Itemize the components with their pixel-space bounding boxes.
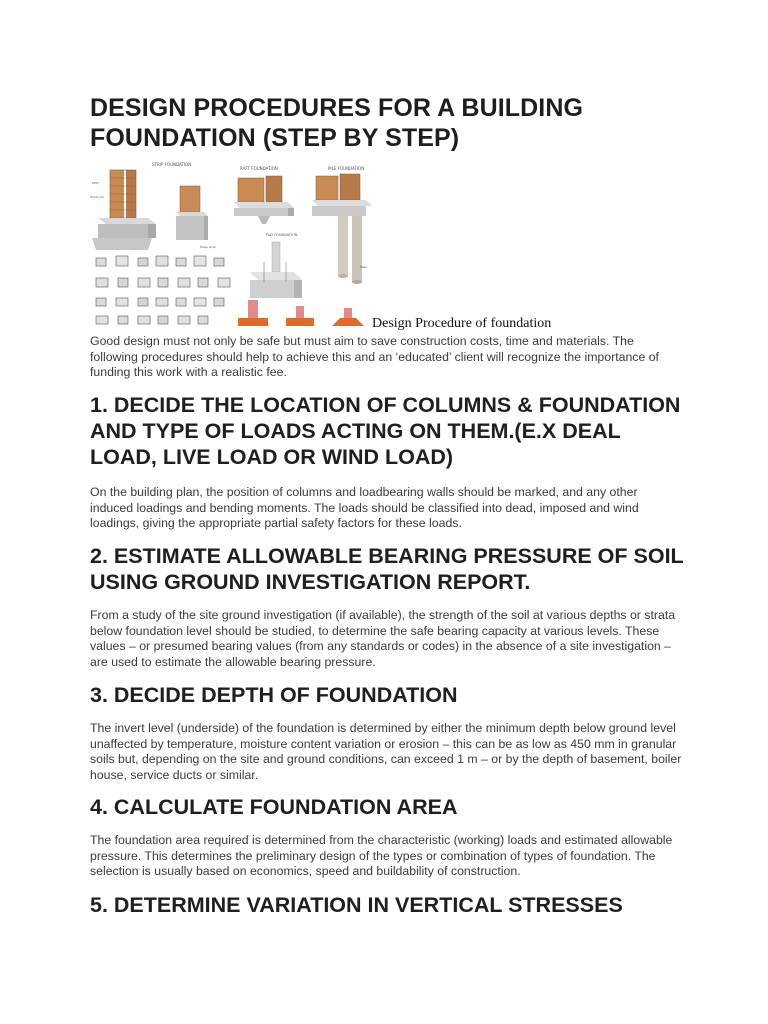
section-body-4: The foundation area required is determined from the characteristic (working) loads and estimated allowable pressure. This determines the preliminary design of the types or combination of types of foundation. The selection is usually based on economics, speed and buildability of construction. [90, 833, 673, 878]
section-heading-3: 3. DECIDE DEPTH OF FOUNDATION [90, 683, 458, 707]
foundation-types-illustration [90, 158, 375, 330]
page-title: DESIGN PROCEDURES FOR A BUILDING FOUNDATION (STEP BY STEP) [90, 94, 584, 152]
pad-foundation-drawing [250, 233, 302, 298]
svg-text:DPM: DPM [92, 181, 99, 185]
pile-foundation-drawing [312, 166, 372, 284]
deep-strip-drawing [176, 186, 216, 249]
svg-text:PAD FOUNDATION: PAD FOUNDATION [266, 233, 298, 237]
section-heading-1: 1. DECIDE THE LOCATION OF COLUMNS & FOUNDATION AND TYPE OF LOADS ACTING ON THEM.(E.X DEAL LOAD, LIVE LOAD OR WIND LOAD) [90, 393, 681, 469]
figure-caption: Design Procedure of foundation [372, 316, 552, 331]
svg-text:STRIP FOUNDATION: STRIP FOUNDATION [152, 162, 192, 167]
section-heading-2: 2. ESTIMATE ALLOWABLE BEARING PRESSURE OF SOIL USING GROUND INVESTIGATION REPORT. [90, 544, 684, 594]
section-body-3: The invert level (underside) of the foundation is determined by either the minimum depth below ground level unaffected by temperature, moisture content variation or erosion – this can be as low as 450 mm in granular soils but, depending on the site and ground conditions, can exceed 1 m – or by the depth of basement, boiler house, service ducts or similar. [90, 721, 682, 782]
section-body-1: On the building plan, the position of columns and loadbearing walls should be marked, and any other induced loadings and bending moments. The loads should be classified into dead, imposed and wind loadings, giving the appropriate partial safety factors for these loads. [90, 485, 639, 530]
pad-footing-icons [238, 300, 364, 326]
svg-text:Deep strip: Deep strip [200, 245, 216, 249]
section-body-2: From a study of the site ground investigation (if available), the strength of the soil at various depths or strata below foundation level should be studied, to determine the safe bearing capacity at various levels. These values – or presumed bearing values (from any standards or codes) in the absence of a site investigation – are used to estimate the allowable bearing pressure. [90, 608, 676, 669]
detail-sketches [96, 256, 230, 324]
svg-text:Hardcore: Hardcore [90, 195, 104, 199]
svg-text:RAFT FOUNDATION: RAFT FOUNDATION [240, 166, 278, 171]
intro-paragraph: Good design must not only be safe but must aim to save construction costs, time and materials. The following procedures should help to achieve this and an ‘educated’ client will recognize the importance of funding this work with a realistic fee. [90, 334, 659, 379]
raft-foundation-drawing [234, 166, 294, 224]
svg-text:PILE FOUNDATION: PILE FOUNDATION [328, 166, 365, 171]
section-heading-5: 5. DETERMINE VARIATION IN VERTICAL STRESSES [90, 893, 623, 917]
svg-text:Piles: Piles [360, 265, 367, 269]
section-heading-4: 4. CALCULATE FOUNDATION AREA [90, 795, 458, 819]
